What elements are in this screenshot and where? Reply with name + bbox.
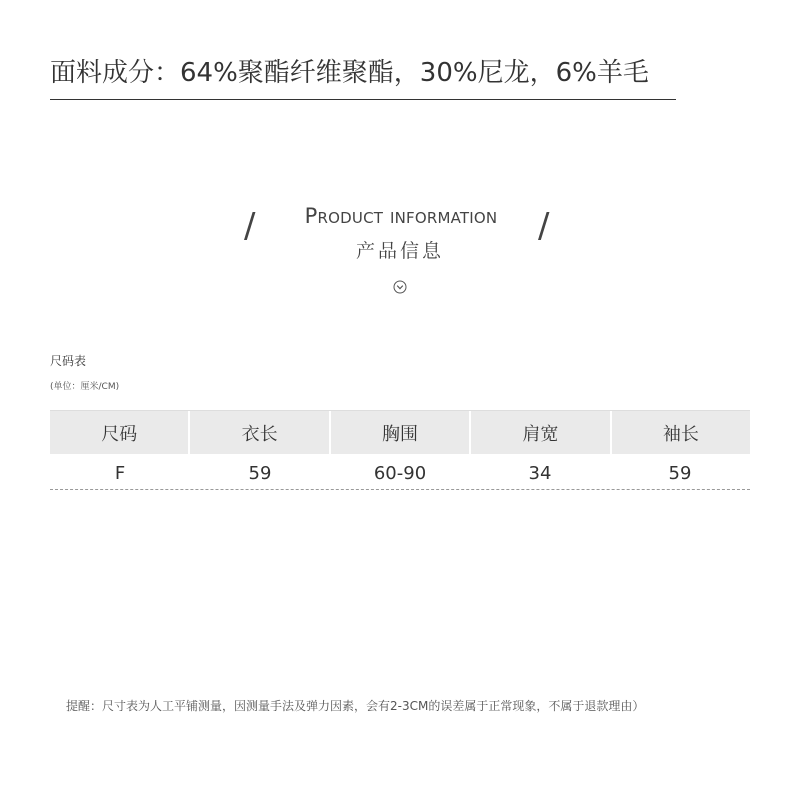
fabric-composition: 面料成分：64%聚酯纤维聚酯，30%尼龙，6%羊毛 bbox=[50, 52, 676, 100]
dashed-divider bbox=[50, 489, 750, 490]
size-chart-title: 尺码表 bbox=[50, 354, 87, 368]
cell-sleeve: 59 bbox=[668, 462, 692, 484]
column-header-shoulder: 肩宽 bbox=[471, 411, 611, 454]
heading-right-slash: / bbox=[538, 206, 550, 246]
measurement-note: 提醒：尺寸表为人工平铺测量，因测量手法及弹力因素，会有2-3CM的误差属于正常现象，不属于退款理由） bbox=[66, 699, 645, 713]
heading-english: Product information bbox=[304, 204, 498, 228]
column-header-size: 尺码 bbox=[50, 411, 190, 454]
cell-chest: 60-90 bbox=[373, 462, 427, 484]
size-table bbox=[50, 410, 750, 492]
heading-chinese: 产品信息 bbox=[355, 240, 444, 262]
size-table-header bbox=[50, 410, 750, 454]
column-header-chest: 胸围 bbox=[331, 411, 471, 454]
cell-length: 59 bbox=[248, 462, 272, 484]
cell-size: F bbox=[114, 462, 126, 484]
cell-shoulder: 34 bbox=[528, 462, 552, 484]
chevron-down-circle-icon bbox=[393, 280, 407, 294]
column-header-length: 衣长 bbox=[190, 411, 330, 454]
size-chart-unit: (单位：厘米/CM) bbox=[50, 382, 120, 392]
column-header-sleeve: 袖长 bbox=[662, 423, 699, 445]
table-row bbox=[50, 454, 750, 492]
heading-left-slash: / bbox=[244, 206, 256, 246]
